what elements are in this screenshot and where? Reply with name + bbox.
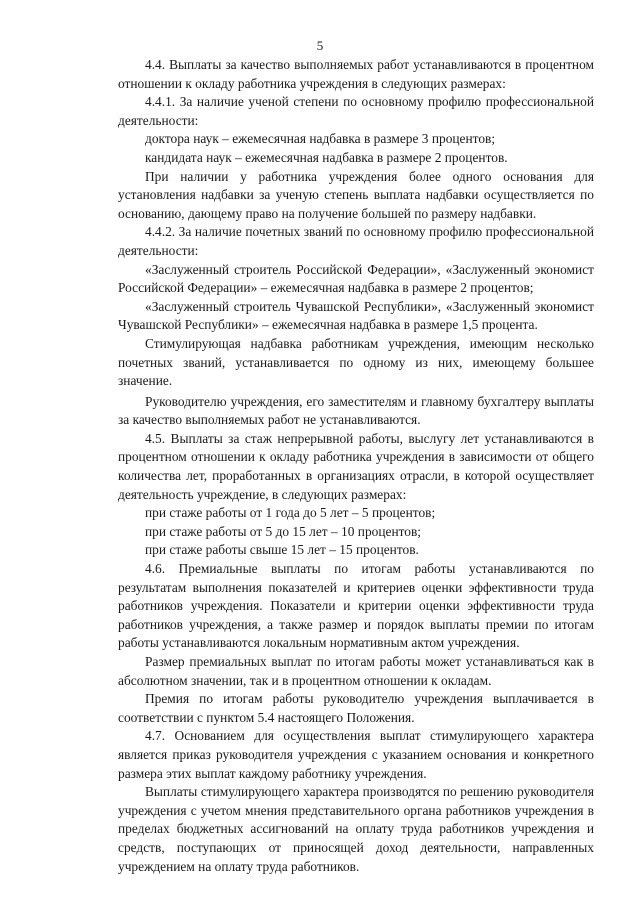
page-number: 5 [316, 38, 324, 53]
paragraph-russian-titles: «Заслуженный строитель Российской Федерации», «Заслуженный экономист Российской Федерации» – ежемесячная надбавка в размере 2 процентов; [118, 261, 594, 296]
paragraph-seniority-5-15: при стаже работы от 5 до 15 лет – 10 процентов; [145, 523, 422, 539]
paragraph-payment-decision: Выплаты стимулирующего характера производятся по решению руководителя учреждения с учетом мнения представительного органа работников учреждения в пределах бюджетных ассигнований на оплату труда работников учреждения и средств, поступающих от приносящей доход деятельности, направленных учреждением на оплату труда работников. [118, 784, 594, 874]
paragraph-4-4-2: 4.4.2. За наличие почетных званий по основному профилю профессиональной деятельности: [118, 224, 594, 258]
document-body [118, 56, 594, 876]
paragraph-seniority-1-5: при стаже работы от 1 года до 5 лет – 5 процентов; [145, 505, 436, 521]
paragraph-management-exclusion: Руководителю учреждения, его заместителям и главному бухгалтеру выплаты за качество выполняемых работ не устанавливаются. [118, 393, 594, 428]
paragraph-4-4-1: 4.4.1. За наличие ученой степени по основному профилю профессиональной деятельности: [118, 94, 594, 128]
paragraph-seniority-over-15: при стаже работы свыше 15 лет – 15 процентов. [145, 542, 419, 558]
paragraph-multiple-degrees: При наличии у работника учреждения более одного основания для установления надбавки за ученую степень выплата надбавки осуществляется по основанию, дающему право на получение большей по размеру надбавки. [118, 168, 594, 221]
paragraph-candidate-degree: кандидата наук – ежемесячная надбавка в размере 2 процентов. [145, 149, 508, 165]
paragraph-doctor-degree: доктора наук – ежемесячная надбавка в размере 3 процентов; [145, 131, 496, 147]
paragraph-4-6: 4.6. Премиальные выплаты по итогам работы устанавливаются по результатам выполнения показателей и критериев оценки эффективности труда работников учреждения. Показатели и критерии оценки эффективности труда работников учреждения, а также размер и порядок выплаты премии по итогам работы устанавливаются локальным нормативным актом учреждения. [118, 561, 594, 651]
paragraph-chuvash-titles: «Заслуженный строитель Чувашской Республики», «Заслуженный экономист Чувашской Республики» – ежемесячная надбавка в размере 1,5 процента. [118, 298, 594, 333]
paragraph-bonus-size: Размер премиальных выплат по итогам работы может устанавливаться как в абсолютном значении, так и в процентном отношении к окладам. [118, 654, 594, 688]
paragraph-4-4: 4.4. Выплаты за качество выполняемых работ устанавливаются в процентном отношении к окладу работника учреждения в следующих размерах: [118, 57, 594, 91]
paragraph-4-7: 4.7. Основанием для осуществления выплат стимулирующего характера является приказ руководителя учреждения с указанием основания и конкретного размера этих выплат каждому работнику учреждения. [118, 728, 594, 781]
paragraph-multiple-titles: Стимулирующая надбавка работникам учреждения, имеющим несколько почетных званий, устанавливается по одному из них, имеющему большее значение. [118, 335, 594, 389]
paragraph-4-5: 4.5. Выплаты за стаж непрерывной работы, выслугу лет устанавливаются в процентном отношении к окладу работника учреждения в зависимости от общего количества лет, проработанных в организациях отрасли, в которой осуществляет деятельность учреждение, в следующих размерах: [118, 430, 594, 502]
paragraph-director-bonus: Премия по итогам работы руководителю учреждения выплачивается в соответствии с пунктом 5.4 настоящего Положения. [118, 691, 594, 725]
